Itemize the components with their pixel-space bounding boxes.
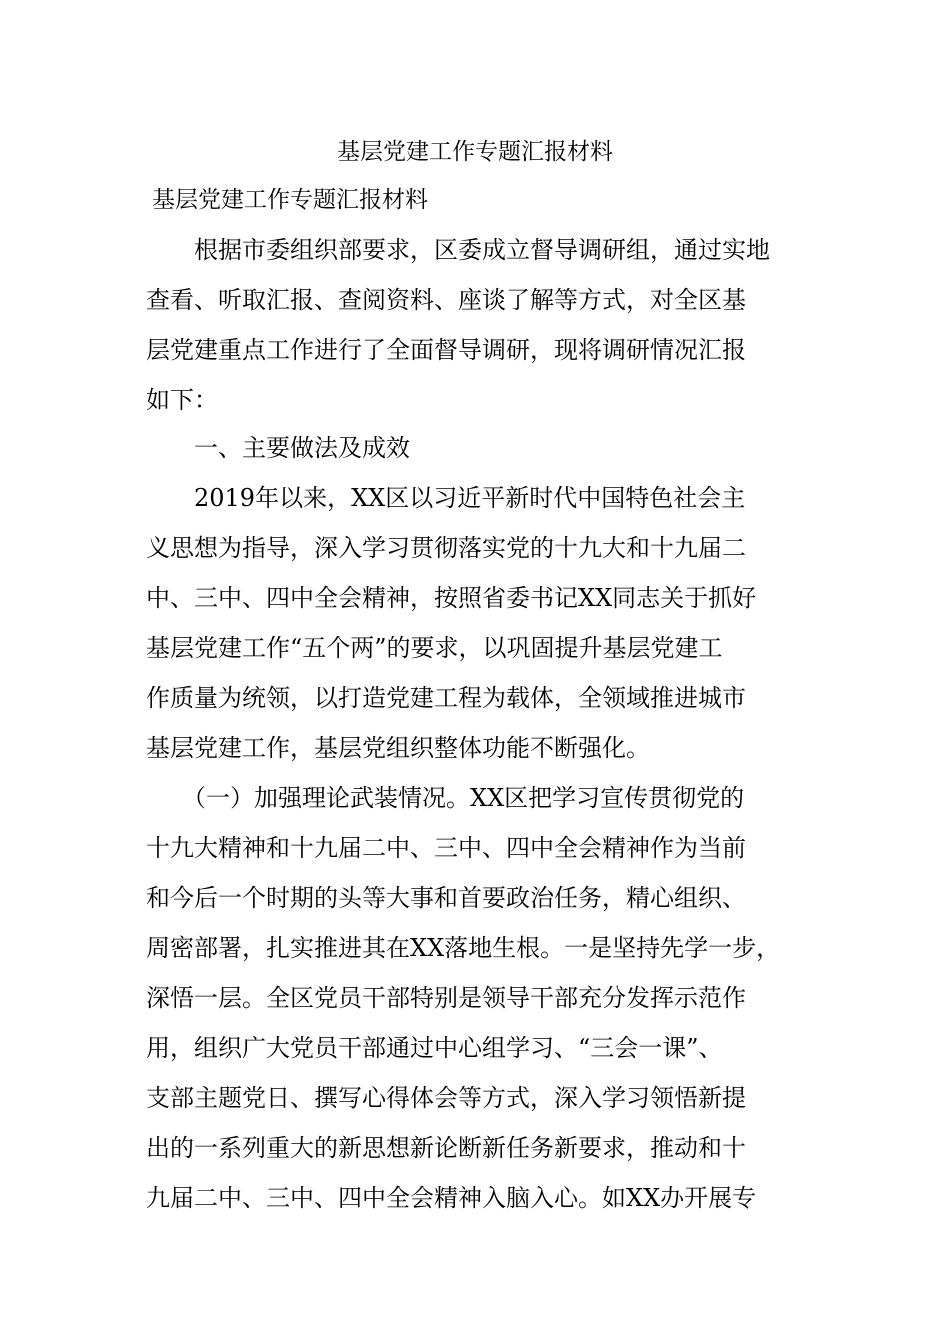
paragraph-line: （一）加强理论武装情况。XX区把学习宣传贯彻党的 bbox=[146, 784, 745, 812]
paragraph-line: 层党建重点工作进行了全面督导调研，现将调研情况汇报 bbox=[146, 336, 746, 364]
paragraph-line: 查看、听取汇报、查阅资料、座谈了解等方式，对全区基 bbox=[146, 286, 746, 314]
paragraph-line: 支部主题党日、撰写心得体会等方式，深入学习领悟新提 bbox=[146, 1084, 746, 1112]
paragraph-line: 周密部署，扎实推进其在XX落地生根。一是坚持先学一步， bbox=[146, 934, 781, 962]
paragraph-line: 义思想为指导，深入学习贯彻落实党的十九大和十九届二 bbox=[146, 534, 746, 562]
paragraph-line: 如下： bbox=[146, 386, 218, 414]
section-heading: 一、主要做法及成效 bbox=[146, 434, 410, 462]
paragraph-line: 十九大精神和十九届二中、三中、四中全会精神作为当前 bbox=[146, 834, 746, 862]
paragraph-line: 和今后一个时期的头等大事和首要政治任务，精心组织、 bbox=[146, 884, 746, 912]
document-subtitle: 基层党建工作专题汇报材料 bbox=[152, 187, 428, 213]
paragraph-line: 2019年以来，XX区以习近平新时代中国特色社会主 bbox=[146, 484, 746, 512]
paragraph-line: 作质量为统领，以打造党建工程为载体，全领域推进城市 bbox=[146, 684, 746, 712]
paragraph-line: 基层党建工作“五个两”的要求，以巩固提升基层党建工 bbox=[146, 634, 723, 662]
paragraph-line: 中、三中、四中全会精神，按照省委书记XX同志关于抓好 bbox=[146, 584, 757, 612]
document-title: 基层党建工作专题汇报材料 bbox=[337, 139, 613, 165]
paragraph-line: 基层党建工作，基层党组织整体功能不断强化。 bbox=[146, 734, 650, 762]
paragraph-line: 用，组织广大党员干部通过中心组学习、“三会一课”、 bbox=[146, 1034, 723, 1062]
paragraph-line: 出的一系列重大的新思想新论断新任务新要求，推动和十 bbox=[146, 1134, 746, 1162]
paragraph-line: 深悟一层。全区党员干部特别是领导干部充分发挥示范作 bbox=[146, 984, 746, 1012]
paragraph-line: 九届二中、三中、四中全会精神入脑入心。如XX办开展专 bbox=[146, 1184, 757, 1212]
paragraph-line: 根据市委组织部要求，区委成立督导调研组，通过实地 bbox=[146, 236, 770, 264]
